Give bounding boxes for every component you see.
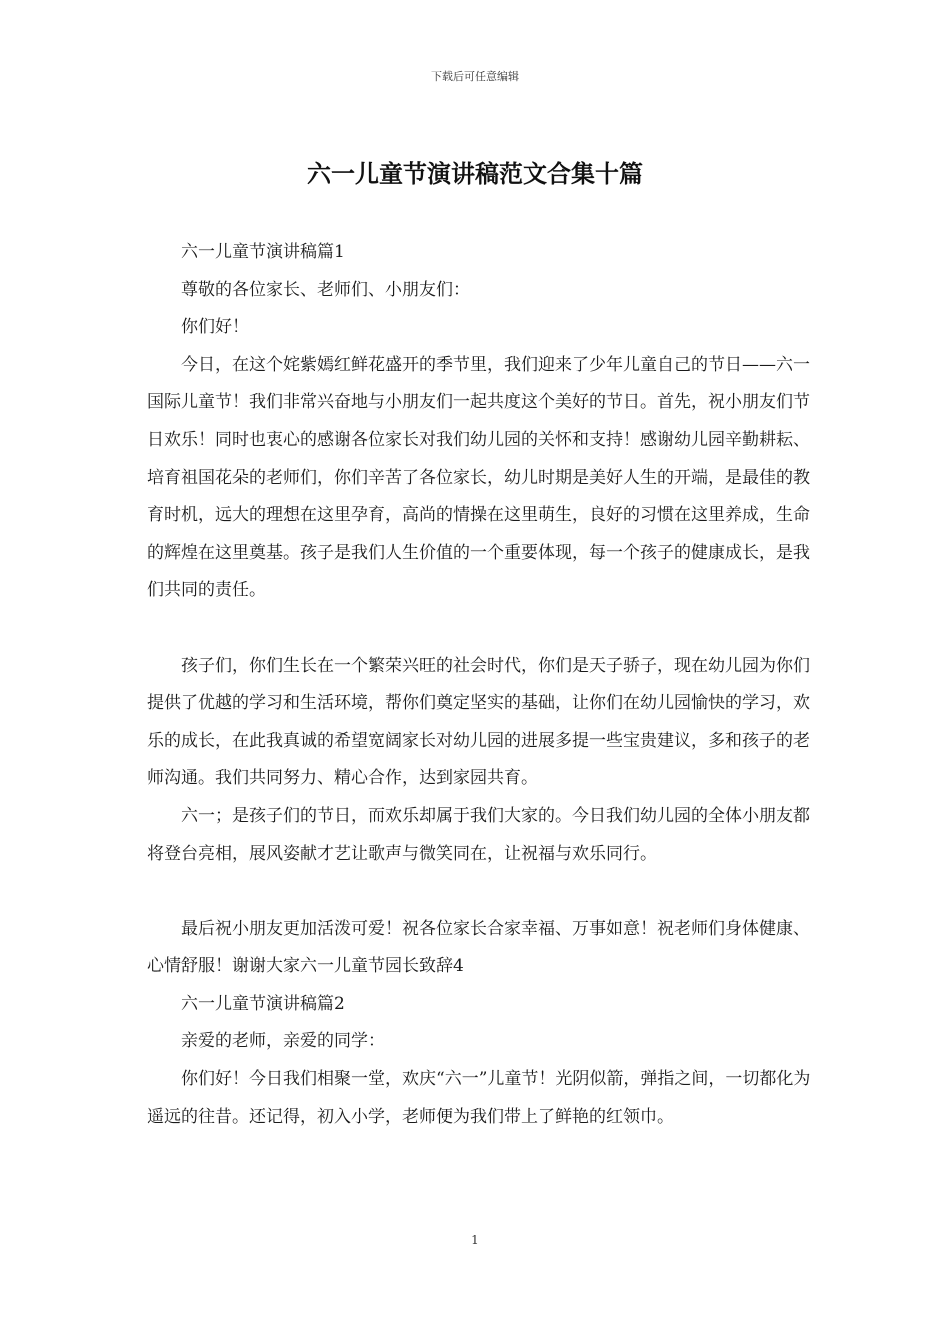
- document-title: 六一儿童节演讲稿范文合集十篇: [307, 159, 643, 188]
- document-body: [147, 234, 823, 1136]
- salutation: 亲爱的老师，亲爱的同学：: [181, 1031, 385, 1052]
- page-number: 1: [471, 1233, 479, 1247]
- greeting: 你们好！: [181, 317, 249, 338]
- salutation: 尊敬的各位家长、老师们、小朋友们：: [181, 279, 470, 300]
- body-paragraph: 六一；是孩子们的节日，而欢乐却属于我们大家的。今日我们幼儿园的全体小朋友都将登台亮相，展风姿献才艺让歌声与微笑同在，让祝福与欢乐同行。: [147, 805, 810, 864]
- section-heading: 六一儿童节演讲稿篇2: [181, 993, 345, 1014]
- header-note: 下载后可任意编辑: [431, 70, 519, 83]
- section-heading: 六一儿童节演讲稿篇1: [181, 242, 345, 262]
- body-paragraph: 孩子们，你们生长在一个繁荣兴旺的社会时代，你们是天子骄子，现在幼儿园为你们提供了优越的学习和生活环境，帮你们奠定坚实的基础，让你们在幼儿园愉快的学习，欢乐的成长，在此我真诚的希望宽阔家长对幼儿园的进展多提一些宝贵建议，多和孩子的老师沟通。我们共同努力、精心合作，达到家园共育。: [147, 655, 810, 789]
- body-paragraph: 你们好！今日我们相聚一堂，欢庆“六一”儿童节！光阴似箭，弹指之间，一切都化为遥远的往昔。还记得，初入小学，老师便为我们带上了鲜艳的红领巾。: [147, 1069, 811, 1127]
- body-paragraph: 今日，在这个姹紫嫣红鲜花盛开的季节里，我们迎来了少年儿童自己的节日——六一国际儿童节！我们非常兴奋地与小朋友们一起共度这个美好的节日。首先，祝小朋友们节日欢乐！同时也衷心的感谢各位家长对我们幼儿园的关怀和支持！感谢幼儿园辛勤耕耘、培育祖国花朵的老师们，你们辛苦了各位家长，幼儿时期是美好人生的开端，是最佳的教育时机，远大的理想在这里孕育，高尚的情操在这里萌生，良好的习惯在这里养成，生命的辉煌在这里奠基。孩子是我们人生价值的一个重要体现，每一个孩子的健康成长，是我们共同的责任。: [147, 354, 810, 601]
- paragraph-gap: [147, 873, 823, 911]
- paragraph-gap: [147, 610, 823, 648]
- body-paragraph: 最后祝小朋友更加活泼可爱！祝各位家长合家幸福、万事如意！祝老师们身体健康、心情舒服！谢谢大家六一儿童节园长致辞4: [147, 918, 810, 977]
